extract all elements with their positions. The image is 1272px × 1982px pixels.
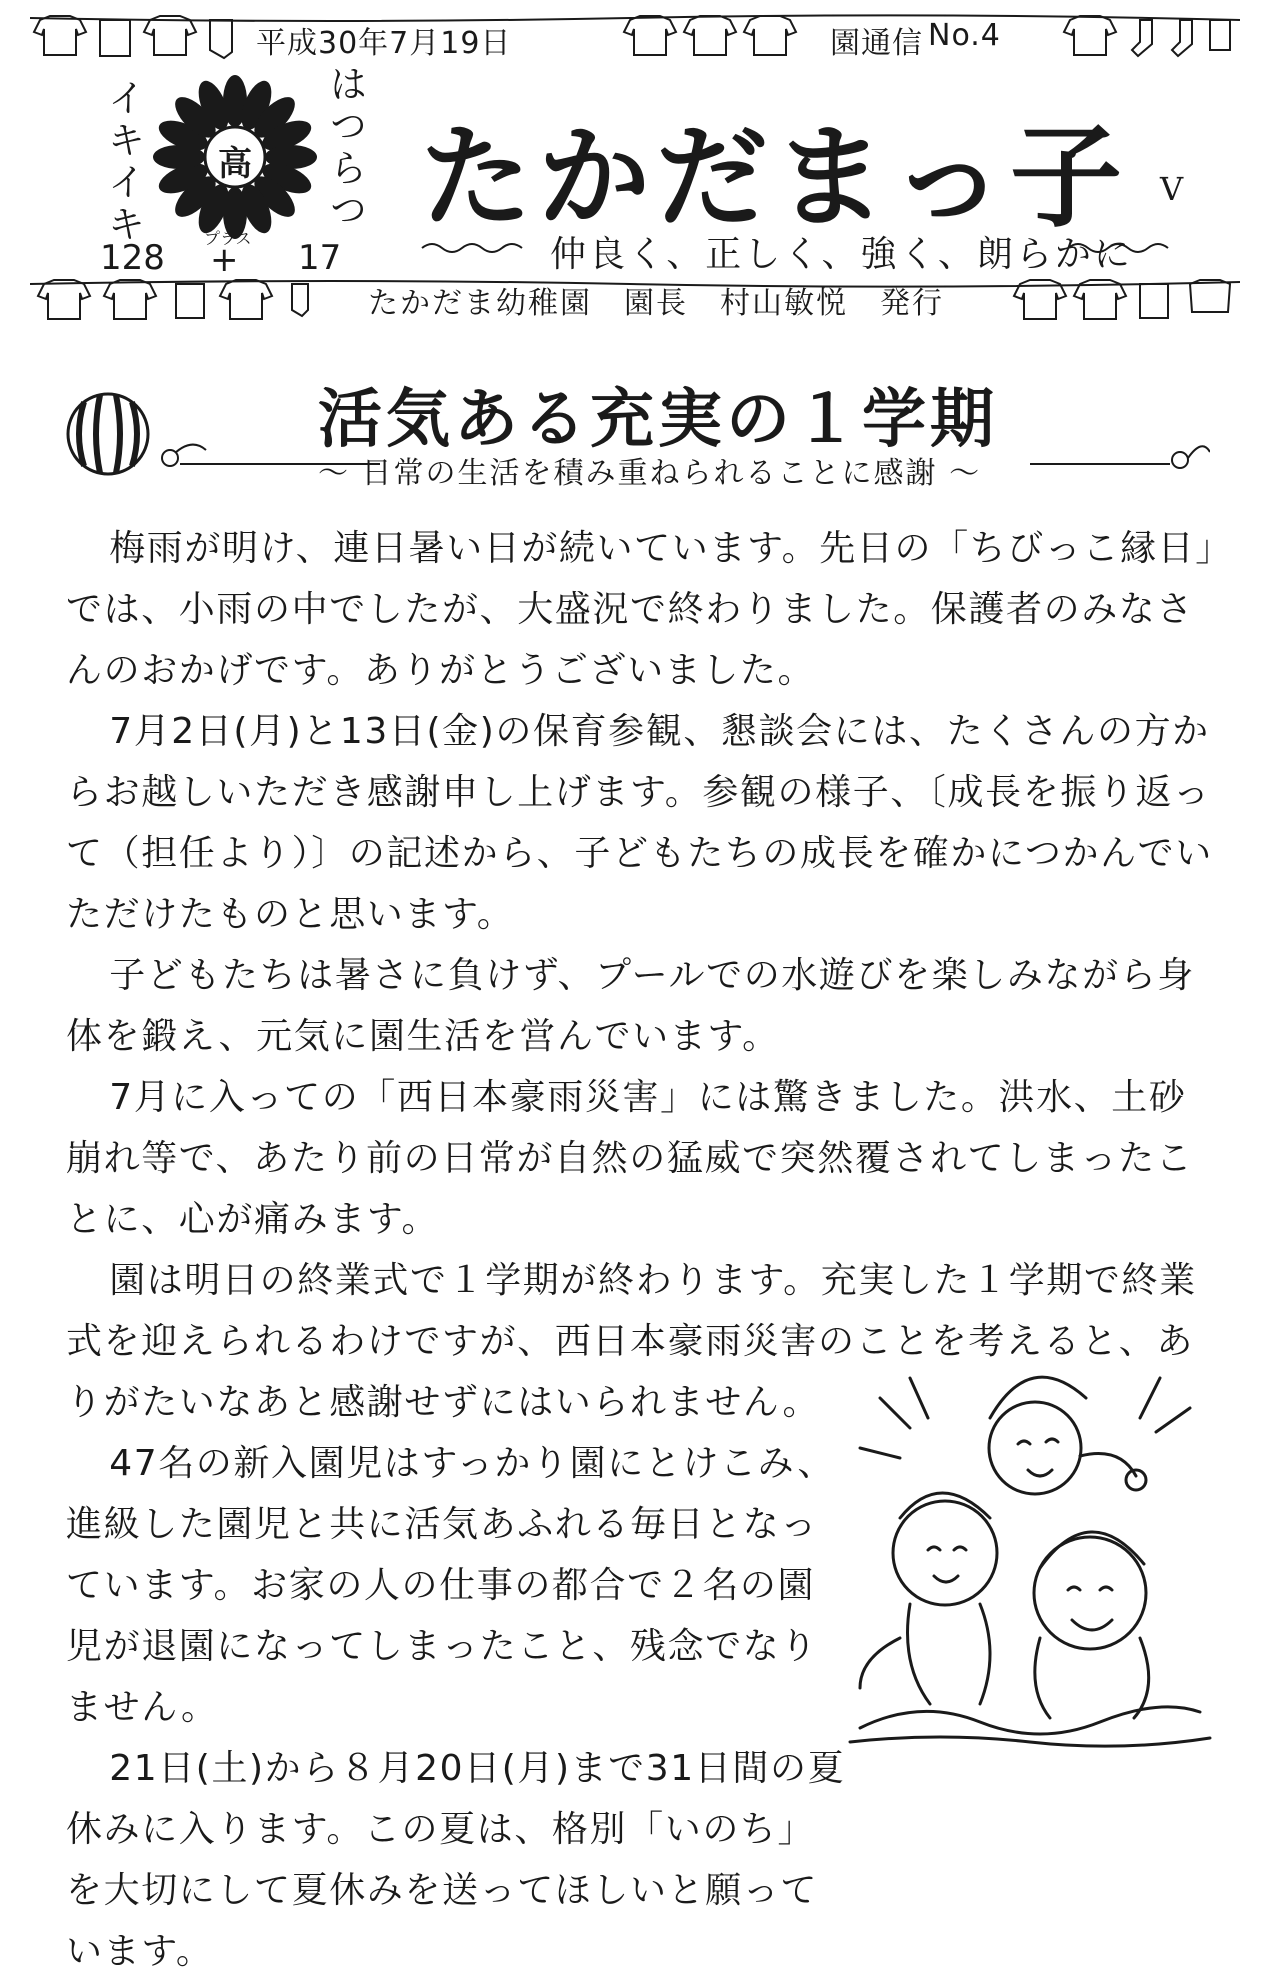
children-playing-illustration [840,1338,1220,1748]
watermelon-ball-icon [62,388,154,480]
wavy-rule-right [1064,238,1184,258]
formula-plus-label: プラス [204,229,252,248]
formula-plus-sign: + [210,240,239,280]
formula-right: 17 [298,238,342,278]
paragraph: 7月に入っての「西日本豪雨災害」には驚きました。洪水、土砂崩れ等で、あたり前の日常が自然の猛威で突然覆されてしまったことに、心が痛みます。 [66,1077,1194,1240]
school-motto: 仲良く、正しく、強く、朗らかに [550,234,1133,275]
article-headline: 活気ある充実の１学期 [318,382,998,457]
issue-number: No.4 [928,18,1001,53]
wavy-rule-left [418,238,538,258]
paragraph: 21日(土)から８月20日(月)まで31日間の夏休みに入ります。この夏は、格別「いのち」を大切にして夏休みを送ってほしいと願っています。 [66,1748,846,1972]
paragraph: 子どもたちは暑さに負けず、プールでの水遊びを楽しみながら身体を鍛え、元気に園生活を営んでいます。 [66,955,1195,1057]
paragraph: 梅雨が明け、連日暑い日が続いています。先日の「ちびっこ縁日」では、小雨の中でしたが、大盛況で終わりました。保護者のみなさんのおかげです。ありがとうございました。 [66,528,1215,691]
issue-date: 平成30年7月19日 [256,26,512,61]
emblem-center-glyph: 高 [218,144,252,184]
title-suffix: V [1160,170,1184,208]
formula-left: 128 [100,238,165,278]
publisher-line: たかだま幼稚園 園長 村山敏悦 発行 [368,286,944,321]
paragraph: 47名の新入園児はすっかり園にとけこみ、進級した園児と共に活気あふれる毎日となっています。お家の人の仕事の都合で２名の園児が退園になってしまったこと、残念でなりません。 [66,1443,835,1728]
article-body [66,518,1216,1982]
paragraph: 園は明日の終業式で１学期が終わります。充実した１学期で終業式を迎えられるわけですが、西日本豪雨災害のことを考えると、ありがたいなあと感謝せずにはいられません。 [66,1260,1197,1423]
newsletter-title: たかだまっ子 [420,112,1128,243]
article-subheadline: ～ 日常の生活を積み重ねられることに感謝 ～ [318,456,982,491]
top-clothesline [30,8,1240,64]
paragraph: 7月2日(月)と13日(金)の保育参観、懇談会には、たくさんの方からお越しいただき感謝申し上げます。参観の様子、〔成長を振り返って（担任より）〕の記述から、子どもたちの成長を確かにつかんでいただけたものと思います。 [66,711,1213,935]
emblem-left-vertical: イキイキ [101,78,145,246]
emblem-right-vertical: はつらつ [323,64,367,232]
issue-label: 園通信 [830,26,923,61]
clothesline-icon [30,8,1240,64]
